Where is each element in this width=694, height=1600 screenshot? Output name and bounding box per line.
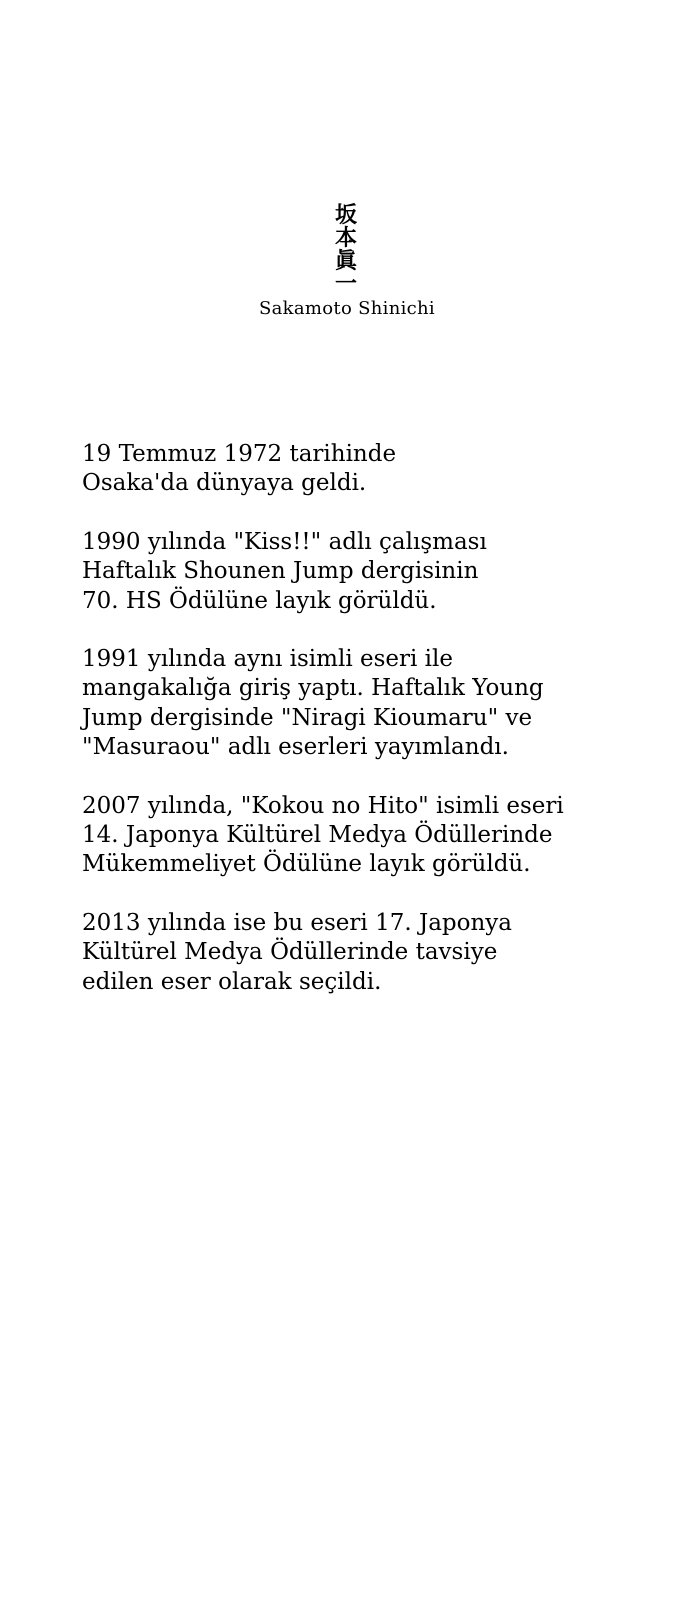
bio-paragraph-birth: 19 Temmuz 1972 tarihinde Osaka'da dünyaya geldi. (82, 441, 397, 497)
bio-paragraph-1990: 1990 yılında "Kiss!!" adlı çalışması Haftalık Shounen Jump dergisinin 70. HS Ödülüne layık görüldü. (82, 528, 487, 614)
author-name-kanji: 坂本眞一 (334, 202, 357, 297)
bio-paragraph-2007: 2007 yılında, "Kokou no Hito" isimli eseri 14. Japonya Kültürel Medya Ödüllerinde Mükemmeliyet Ödülüne layık görüldü. (82, 792, 564, 878)
bio-paragraph-1991: 1991 yılında aynı isimli eseri ile mangakalığa giriş yaptı. Haftalık Young Jump dergisinde "Niragi Kioumaru" ve "Masuraou" adlı eserleri yayımlandı. (82, 646, 544, 761)
author-heading (0, 204, 694, 320)
bio-paragraph-2013: 2013 yılında ise bu eseri 17. Japonya Kültürel Medya Ödüllerinde tavsiye edilen eser olarak seçildi. (82, 909, 512, 995)
author-biography (82, 440, 662, 1026)
author-name-romaji: Sakamoto Shinichi (259, 298, 435, 319)
